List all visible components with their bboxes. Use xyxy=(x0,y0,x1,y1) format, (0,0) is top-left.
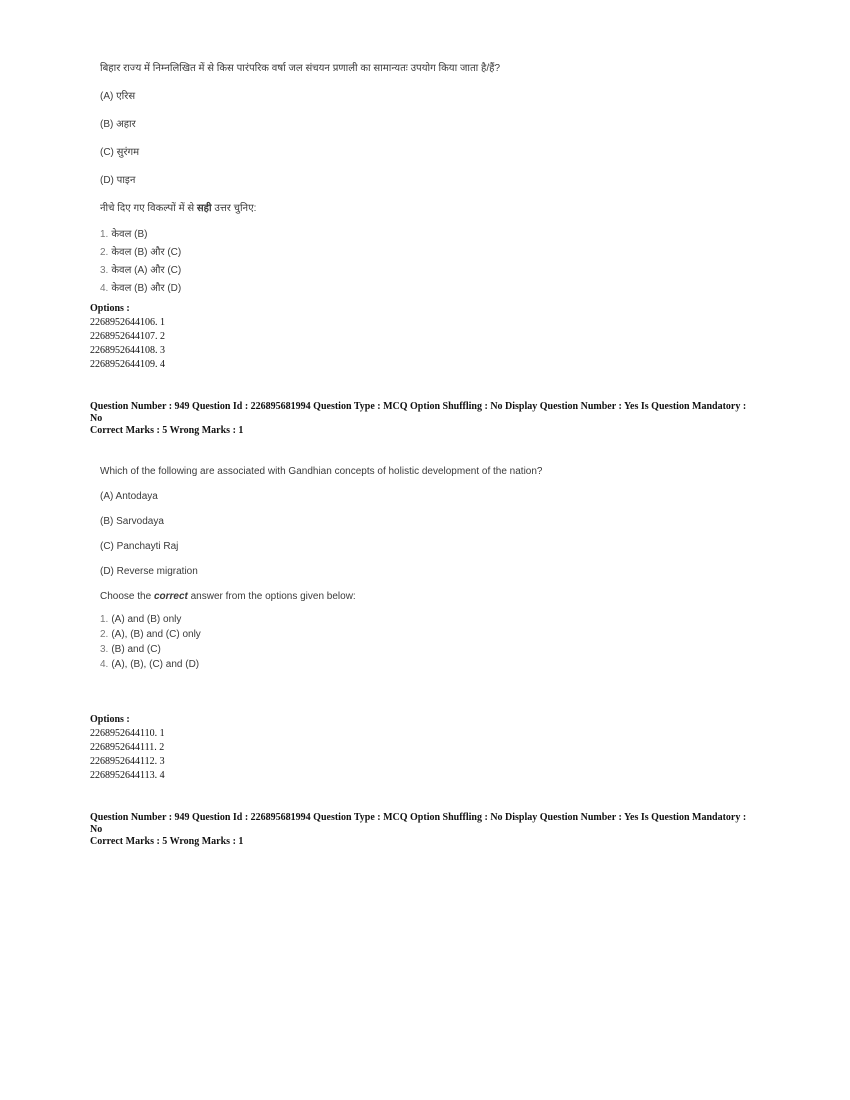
question-block-1 xyxy=(100,60,500,298)
meta-line-2: Correct Marks : 5 Wrong Marks : 1 xyxy=(90,836,244,847)
answer-text: केवल (B) और (C) xyxy=(111,247,182,258)
option-row: 2268952644112. 3 xyxy=(90,756,165,767)
choose-prefix: Choose the xyxy=(100,591,154,602)
choose-suffix: उत्तर चुनिए: xyxy=(211,203,257,214)
answer-number: 3. xyxy=(100,265,109,276)
option-row: 2268952644109. 4 xyxy=(90,359,165,370)
options-title: Options : xyxy=(90,714,130,725)
answer-text: (A), (B) and (C) only xyxy=(111,629,201,640)
answer-number: 2. xyxy=(100,629,109,640)
option-row: 2268952644106. 1 xyxy=(90,317,165,328)
choose-instruction xyxy=(100,591,543,602)
answer-number: 3. xyxy=(100,644,109,655)
options-block-1 xyxy=(90,303,165,373)
statement-c: (C) सुरंगम xyxy=(100,147,140,158)
question-meta-2 xyxy=(90,812,750,848)
question-text: Which of the following are associated with Gandhian concepts of holistic development of the nation? xyxy=(100,466,543,477)
answer-list xyxy=(100,226,500,294)
statement-d: (D) Reverse migration xyxy=(100,566,198,577)
answer-text: केवल (B) xyxy=(111,229,148,240)
meta-line-2: Correct Marks : 5 Wrong Marks : 1 xyxy=(90,425,244,436)
answer-item xyxy=(100,280,500,294)
question-meta-1 xyxy=(90,401,750,437)
answer-item xyxy=(100,226,500,240)
statement-b: (B) अहार xyxy=(100,119,136,130)
answer-number: 1. xyxy=(100,614,109,625)
option-row: 2268952644108. 3 xyxy=(90,345,165,356)
answer-text: केवल (A) और (C) xyxy=(111,265,182,276)
answer-item xyxy=(100,244,500,258)
answer-number: 1. xyxy=(100,229,109,240)
meta-line-1: Question Number : 949 Question Id : 226895681994 Question Type : MCQ Option Shuffling : No Display Question Number : Yes Is Question Mandatory : No xyxy=(90,812,747,835)
statement-a: (A) एरिस xyxy=(100,91,136,102)
statement-b: (B) Sarvodaya xyxy=(100,516,164,527)
question-text: बिहार राज्य में निम्नलिखित में से किस पारंपरिक वर्षा जल संचयन प्रणाली का सामान्यतः उपयोग किया जाता है/हैं? xyxy=(100,63,501,74)
answer-item xyxy=(100,629,543,640)
option-row: 2268952644110. 1 xyxy=(90,728,165,739)
option-row: 2268952644111. 2 xyxy=(90,742,165,753)
answer-item xyxy=(100,644,543,655)
options-title: Options : xyxy=(90,303,130,314)
choose-suffix: answer from the options given below: xyxy=(187,591,356,602)
answer-number: 2. xyxy=(100,247,109,258)
answer-item xyxy=(100,614,543,625)
option-row: 2268952644107. 2 xyxy=(90,331,165,342)
choose-bold: सही xyxy=(196,203,212,214)
answer-item xyxy=(100,262,500,276)
choose-instruction xyxy=(100,200,500,214)
option-row: 2268952644113. 4 xyxy=(90,770,165,781)
answer-text: (B) and (C) xyxy=(111,644,161,655)
statement-d: (D) पाइन xyxy=(100,175,136,186)
answer-text: केवल (B) और (D) xyxy=(111,283,182,294)
statement-c: (C) Panchayti Raj xyxy=(100,541,179,552)
choose-prefix: नीचे दिए गए विकल्पों में से xyxy=(100,203,197,214)
answer-number: 4. xyxy=(100,283,109,294)
answer-list xyxy=(100,614,543,670)
answer-number: 4. xyxy=(100,659,109,670)
answer-text: (A) and (B) only xyxy=(111,614,182,625)
answer-item xyxy=(100,659,543,670)
choose-bold: correct xyxy=(153,591,188,602)
answer-text: (A), (B), (C) and (D) xyxy=(111,659,200,670)
options-block-2 xyxy=(90,714,165,784)
statement-a: (A) Antodaya xyxy=(100,491,158,502)
meta-line-1: Question Number : 949 Question Id : 226895681994 Question Type : MCQ Option Shuffling : No Display Question Number : Yes Is Question Mandatory : No xyxy=(90,401,747,424)
question-block-2 xyxy=(100,466,543,674)
